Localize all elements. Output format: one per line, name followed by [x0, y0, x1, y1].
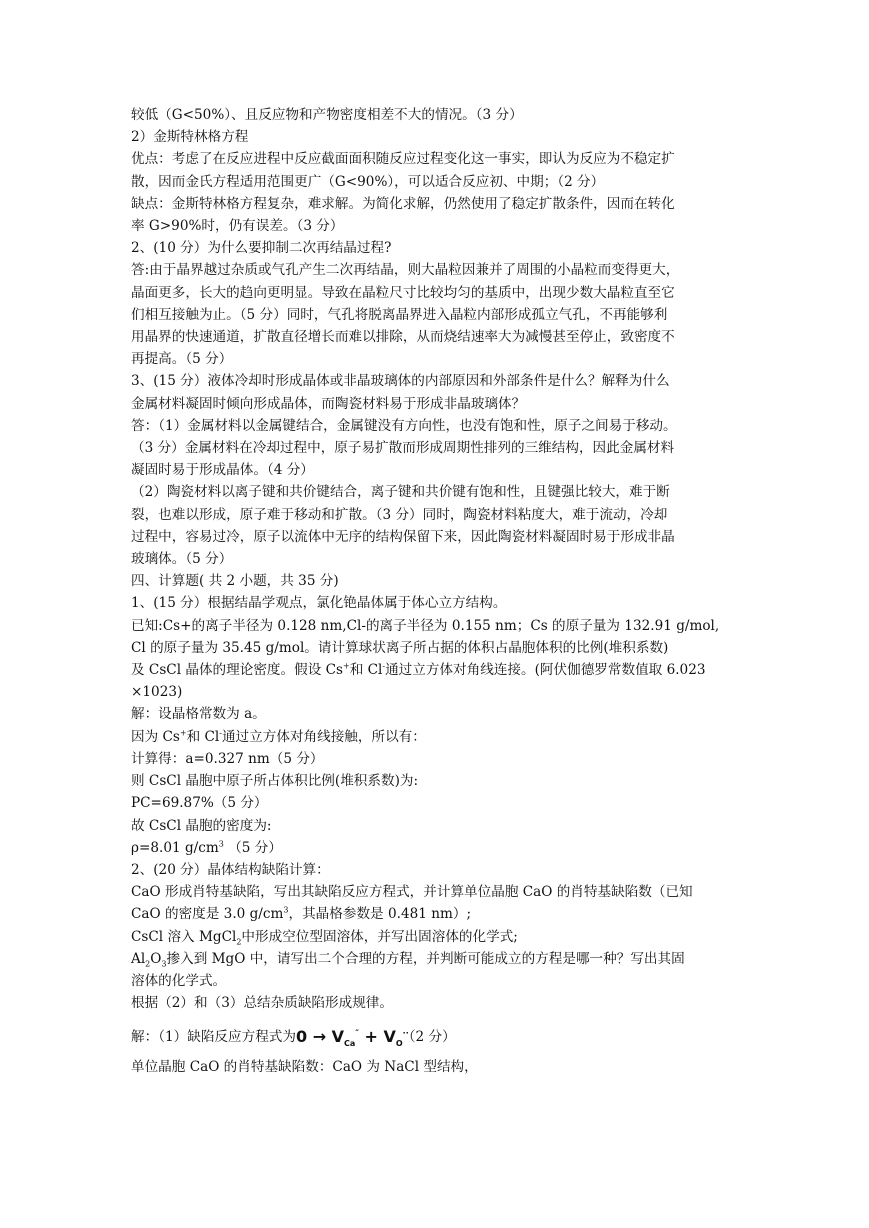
question-heading: 2、(10 分）为什么要抑制二次再结晶过程? [131, 240, 392, 257]
text-line: （2）陶瓷材料以离子键和共价键结合，离子键和共价键有饱和性，且键强比较大，难于断 [131, 484, 670, 501]
text-line: 根据（2）和（3）总结杂质缺陷形成规律。 [131, 995, 393, 1012]
text-run: ，其晶格参数是 0.481 nm）; [288, 906, 472, 923]
text-line: 凝固时易于形成晶体。（4 分） [131, 462, 314, 479]
text-run: ρ=8.01 g/cm [131, 839, 219, 856]
text-line: CaO 形成肖特基缺陷，写出其缺陷反应方程式，并计算单位晶胞 CaO 的肖特基缺陷数（已知 [131, 884, 693, 901]
text-run: 因为 Cs [131, 728, 180, 745]
equation-text: 0 → V [295, 1027, 345, 1047]
subscript: Ca [344, 1039, 356, 1049]
text-line: 计算得：a=0.327 nm（5 分） [131, 750, 324, 767]
text-run: 通过立方体对角线接触，所以有： [221, 728, 426, 745]
section-heading: 四、计算题( 共 2 小题，共 35 分) [131, 573, 339, 590]
text-run: 通过立方体对角线连接。(阿伏伽德罗常数值取 6.023 [385, 662, 706, 679]
text-line: 过程中，容易过冷，原子以流体中无序的结构保留下来，因此陶瓷材料凝固时易于形成非晶 [131, 528, 675, 545]
section-heading: 2）金斯特林格方程 [131, 129, 249, 146]
equation-text: + V [358, 1027, 396, 1047]
subscript: 2 [236, 937, 242, 947]
text-run: O [150, 950, 162, 967]
formula-line [131, 1024, 741, 1050]
superscript: + [179, 728, 187, 738]
text-line: 已知:Cs+的离子半径为 0.128 nm,Cl-的离子半径为 0.155 nm；Cs 的原子量为 132.91 g/mol, [131, 617, 720, 634]
text-line: ×1023) [131, 684, 183, 701]
text-line [131, 948, 741, 970]
superscript: + [343, 661, 350, 671]
text-line: 答:由于晶界越过杂质或气孔产生二次再结晶，则大晶粒因兼并了周围的小晶粒而变得更大， [131, 262, 680, 279]
text-run: （2 分） [408, 1029, 456, 1046]
text-line [131, 837, 741, 859]
text-line: 晶面更多，长大的趋向更明显。导致在晶粒尺寸比较均匀的基质中，出现少数大晶粒直至它 [131, 284, 675, 301]
text-line: 率 G>90%时，仍有误差。（3 分） [131, 218, 344, 235]
superscript: 3 [283, 905, 289, 915]
question-heading: 3、(15 分）液体冷却时形成晶体或非晶玻璃体的内部原因和外部条件是什么？解释为什么 [131, 373, 670, 390]
text-run: 中形成空位型固溶体，并写出固溶体的化学式; [241, 928, 518, 945]
superscript: 3 [218, 839, 224, 849]
text-line: 解：设晶格常数为 a。 [131, 706, 266, 723]
text-line: 则 CsCl 晶胞中原子所占体积比例(堆积系数)为: [131, 773, 419, 790]
text-line: 金属材料凝固时倾向形成晶体，而陶瓷材料易于形成非晶玻璃体？ [131, 395, 526, 412]
text-run: Al [131, 950, 146, 967]
text-line: 再提高。（5 分） [131, 351, 233, 368]
superscript: - [382, 661, 386, 671]
text-run: 和 Cl [186, 728, 220, 745]
superscript: - [219, 728, 222, 738]
text-run: 和 Cl [349, 662, 383, 679]
document-page [131, 104, 741, 1079]
text-line: 单位晶胞 CaO 的肖特基缺陷数：CaO 为 NaCl 型结构， [131, 1059, 478, 1076]
text-line: PC=69.87%（5 分） [131, 795, 268, 812]
text-line: 玻璃体。（5 分） [131, 551, 233, 568]
subscript: O [395, 1039, 403, 1049]
text-line [131, 926, 741, 948]
text-line [131, 726, 741, 748]
text-run: CsCl 溶入 MgCl [131, 928, 237, 945]
text-line: 们相互接触为止。（5 分）同时，气孔将脱离晶界进入晶粒内部形成孤立气孔，不再能够利 [131, 306, 668, 323]
superscript: ·· [402, 1029, 409, 1038]
text-line: 用晶界的快速通道，扩散直径增长而难以排除，从而烧结速率大为减慢甚至停止，致密度不 [131, 329, 675, 346]
subscript: 2 [145, 959, 151, 969]
question-heading: 2、(20 分）晶体结构缺陷计算： [131, 861, 330, 878]
superscript: ″ [355, 1029, 359, 1038]
text-line: 优点：考虑了在反应进程中反应截面面积随反应过程变化这一事实，即认为反应为不稳定扩 [131, 151, 675, 168]
text-line: 较低（G<50%）、且反应物和产物密度相差不大的情况。（3 分） [131, 107, 523, 123]
text-line: 散，因而金氏方程适用范围更广（G<90%），可以适合反应初、中期；（2 分） [131, 173, 605, 190]
text-run: 解：（1）缺陷反应方程式为 [131, 1029, 296, 1046]
text-line: 溶体的化学式。 [131, 972, 227, 989]
question-heading: 1、(15 分）根据结晶学观点，氯化铯晶体属于体心立方结构。 [131, 595, 507, 612]
text-line: （3 分）金属材料在冷却过程中，原子易扩散而形成周期性排列的三维结构，因此金属材料 [131, 440, 675, 457]
text-run: （5 分） [223, 839, 282, 856]
text-line: 裂，也难以形成，原子难于移动和扩散。（3 分）同时，陶瓷材料粘度大，难于流动，冷却 [131, 506, 668, 523]
subscript: 3 [161, 959, 167, 969]
text-run: CaO 的密度是 3.0 g/cm [131, 906, 284, 923]
text-line [131, 659, 741, 681]
text-line: Cl 的原子量为 35.45 g/mol。请计算球状离子所占据的体积占晶胞体积的比例(堆积系数) [131, 639, 669, 656]
text-line: 答：（1）金属材料以金属键结合，金属键没有方向性，也没有饱和性，原子之间易于移动。 [131, 417, 677, 434]
text-run: 掺入到 MgO 中，请写出二个合理的方程，并判断可能成立的方程是哪一种？写出其固 [166, 950, 685, 967]
defect-equation [295, 1027, 409, 1049]
text-line: 故 CsCl 晶胞的密度为: [131, 817, 272, 834]
text-run: 及 CsCl 晶体的理论密度。假设 Cs [131, 662, 343, 679]
text-line: 缺点：金斯特林格方程复杂，难求解。为简化求解，仍然使用了稳定扩散条件，因而在转化 [131, 195, 675, 212]
text-line [131, 903, 741, 925]
